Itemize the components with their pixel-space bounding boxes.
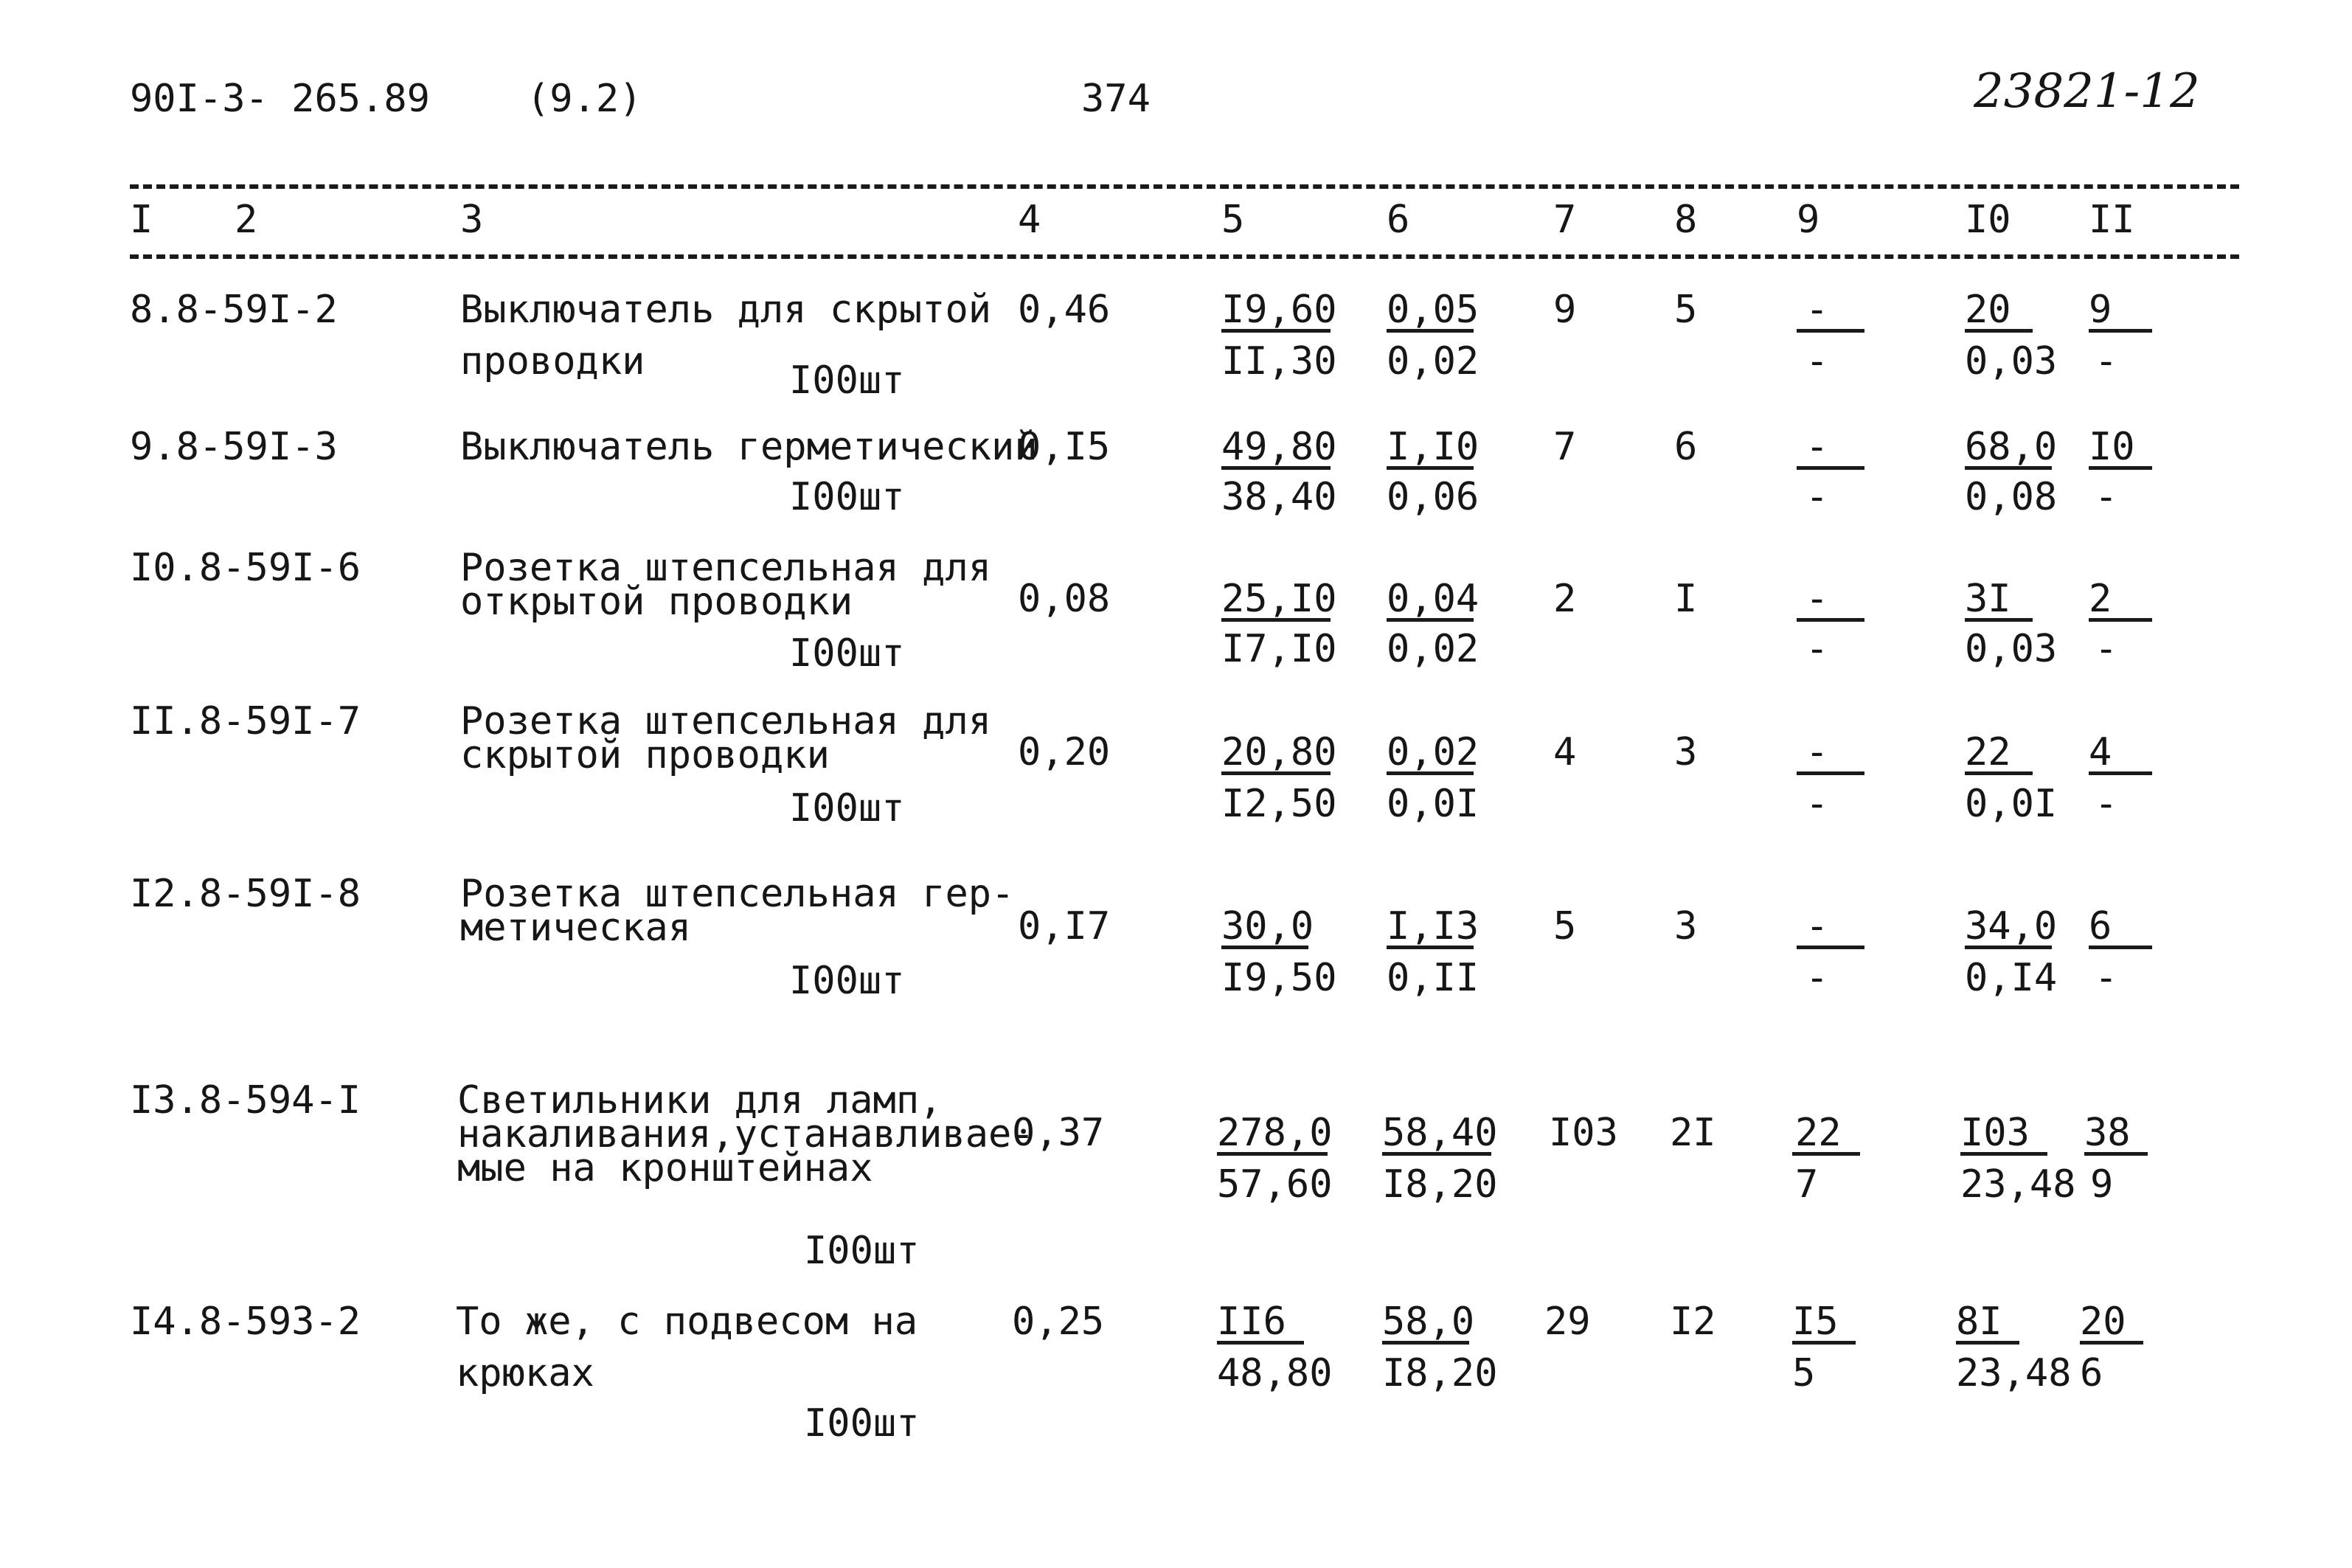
- underline: [1797, 329, 1864, 333]
- underline: [1382, 1341, 1469, 1345]
- col5-top: 25,I0: [1221, 577, 1337, 621]
- underline: [1797, 618, 1864, 622]
- item-name-line: Светильники для ламп,: [457, 1078, 943, 1123]
- col9-bottom: -: [1805, 475, 1829, 519]
- item-name-line: накаливания,устанавливае-: [457, 1112, 1035, 1156]
- item-name-line: крюках: [456, 1351, 594, 1395]
- underline: [2080, 1341, 2143, 1345]
- col11-top: 9: [2089, 288, 2112, 332]
- col5-bottom: I2,50: [1221, 782, 1337, 826]
- underline: [1960, 1152, 2047, 1156]
- col11-bottom: 6: [2080, 1351, 2103, 1395]
- col5-bottom: I9,50: [1221, 956, 1337, 1000]
- col9-bottom: -: [1805, 956, 1829, 1000]
- col10-bottom: 0,08: [1965, 475, 2058, 519]
- handwritten-number: 23821-12: [1974, 64, 2200, 119]
- col11-bottom: -: [2095, 956, 2118, 1000]
- column-header: 8: [1674, 198, 1698, 242]
- col7-value: 5: [1553, 904, 1577, 948]
- underline: [2089, 946, 2152, 949]
- page-number: 374: [1081, 77, 1151, 121]
- underline: [2089, 771, 2152, 775]
- col6-bottom: 0,06: [1387, 475, 1479, 519]
- underline: [1387, 771, 1474, 775]
- underline: [1217, 1152, 1328, 1156]
- item-name-line: открытой проводки: [460, 580, 853, 624]
- col8-value: 2I: [1670, 1111, 1716, 1155]
- col9-top: -: [1805, 904, 1829, 948]
- unit-label: I00шт: [804, 1401, 920, 1446]
- col4-value: 0,I5: [1018, 425, 1111, 469]
- col10-bottom: 23,48: [1960, 1162, 2076, 1207]
- col10-bottom: 0,03: [1965, 339, 2058, 384]
- col11-bottom: -: [2095, 475, 2118, 519]
- col6-bottom: I8,20: [1382, 1162, 1498, 1207]
- col7-value: 9: [1553, 288, 1577, 332]
- underline: [2089, 329, 2152, 333]
- item-name-line: Выключатель для скрытой: [460, 288, 992, 332]
- col6-top: 0,02: [1387, 730, 1479, 774]
- item-code: 8.8-59I-2: [130, 288, 338, 332]
- col10-top: 68,0: [1965, 425, 2058, 469]
- col11-top: 20: [2080, 1300, 2126, 1344]
- col9-bottom: -: [1805, 782, 1829, 826]
- col5-top: 30,0: [1221, 904, 1314, 948]
- item-code: I4.8-593-2: [130, 1300, 361, 1344]
- unit-label: I00шт: [789, 631, 905, 676]
- col5-bottom: I7,I0: [1221, 627, 1337, 671]
- col8-value: 3: [1674, 904, 1698, 948]
- col6-top: 58,40: [1382, 1111, 1498, 1155]
- col11-bottom: -: [2095, 627, 2118, 671]
- unit-label: I00шт: [804, 1229, 920, 1273]
- section-number: (9.2): [527, 77, 642, 121]
- col10-bottom: 0,I4: [1965, 956, 2058, 1000]
- underline: [1221, 329, 1331, 333]
- col4-value: 0,08: [1018, 577, 1111, 621]
- col9-bottom: -: [1805, 627, 1829, 671]
- col6-top: I,I3: [1387, 904, 1479, 948]
- column-header: I: [130, 198, 153, 242]
- item-name-line: Выключатель герметический: [460, 425, 1038, 469]
- col10-top: I03: [1960, 1111, 2030, 1155]
- col7-value: 7: [1553, 425, 1577, 469]
- underline: [1221, 618, 1331, 622]
- underline: [1797, 771, 1864, 775]
- underline: [1221, 946, 1308, 949]
- underline: [1792, 1152, 1860, 1156]
- col5-bottom: 57,60: [1217, 1162, 1333, 1207]
- col5-top: II6: [1217, 1300, 1286, 1344]
- unit-label: I00шт: [789, 959, 905, 1003]
- col8-value: I: [1674, 577, 1698, 621]
- item-name-line: Розетка штепсельная для: [460, 546, 992, 590]
- col4-value: 0,I7: [1018, 904, 1111, 948]
- col6-top: 58,0: [1382, 1300, 1475, 1344]
- col5-top: I9,60: [1221, 288, 1337, 332]
- col8-value: 3: [1674, 730, 1698, 774]
- item-code: 9.8-59I-3: [130, 425, 338, 469]
- col10-top: 20: [1965, 288, 2011, 332]
- col9-top: -: [1805, 425, 1829, 469]
- col11-top: 2: [2089, 577, 2112, 621]
- col4-value: 0,20: [1018, 730, 1111, 774]
- unit-label: I00шт: [789, 475, 905, 519]
- col10-bottom: 0,03: [1965, 627, 2058, 671]
- underline: [1965, 329, 2033, 333]
- col11-bottom: -: [2095, 339, 2118, 384]
- col7-value: I03: [1549, 1111, 1618, 1155]
- col8-value: 5: [1674, 288, 1698, 332]
- col5-top: 20,80: [1221, 730, 1337, 774]
- col10-top: 3I: [1965, 577, 2011, 621]
- col9-bottom: 7: [1795, 1162, 1819, 1207]
- column-header: 7: [1553, 198, 1577, 242]
- item-name-line: проводки: [460, 339, 645, 384]
- col7-value: 2: [1553, 577, 1577, 621]
- column-header: II: [2089, 198, 2135, 242]
- column-header: I0: [1965, 198, 2011, 242]
- col4-value: 0,46: [1018, 288, 1111, 332]
- col8-value: I2: [1670, 1300, 1716, 1344]
- underline: [1387, 466, 1474, 470]
- header-top-rule: [130, 184, 2239, 189]
- col9-top: -: [1805, 288, 1829, 332]
- col9-bottom: -: [1805, 339, 1829, 384]
- item-name-line: скрытой проводки: [460, 733, 830, 777]
- underline: [1965, 771, 2033, 775]
- col6-bottom: 0,02: [1387, 339, 1479, 384]
- col6-bottom: 0,0I: [1387, 782, 1479, 826]
- col9-top: -: [1805, 577, 1829, 621]
- col4-value: 0,37: [1012, 1111, 1105, 1155]
- col9-top: 22: [1795, 1111, 1842, 1155]
- underline: [1221, 771, 1331, 775]
- item-name-line: метическая: [460, 906, 692, 950]
- underline: [1965, 618, 2033, 622]
- underline: [1217, 1341, 1304, 1345]
- col11-bottom: 9: [2090, 1162, 2114, 1207]
- col11-top: I0: [2089, 425, 2135, 469]
- col6-top: I,I0: [1387, 425, 1479, 469]
- underline: [2089, 466, 2152, 470]
- col9-top: I5: [1792, 1300, 1839, 1344]
- col11-bottom: -: [2095, 782, 2118, 826]
- col11-top: 38: [2084, 1111, 2131, 1155]
- col5-bottom: II,30: [1221, 339, 1337, 384]
- underline: [1797, 946, 1864, 949]
- underline: [1956, 1341, 2019, 1345]
- underline: [2089, 618, 2152, 622]
- col10-bottom: 0,0I: [1965, 782, 2058, 826]
- item-code: II.8-59I-7: [130, 699, 361, 743]
- col5-top: 49,80: [1221, 425, 1337, 469]
- col10-top: 22: [1965, 730, 2011, 774]
- col9-bottom: 5: [1792, 1351, 1816, 1395]
- col7-value: 29: [1544, 1300, 1591, 1344]
- underline: [2084, 1152, 2148, 1156]
- column-header: 3: [460, 198, 484, 242]
- item-name-line: Розетка штепсельная для: [460, 699, 992, 743]
- underline: [1221, 466, 1331, 470]
- column-header: 2: [235, 198, 258, 242]
- underline: [1382, 1152, 1491, 1156]
- col10-bottom: 23,48: [1956, 1351, 2072, 1395]
- col5-bottom: 38,40: [1221, 475, 1337, 519]
- underline: [1387, 618, 1474, 622]
- col5-top: 278,0: [1217, 1111, 1333, 1155]
- underline: [1965, 946, 2052, 949]
- column-header: 6: [1387, 198, 1410, 242]
- underline: [1797, 466, 1864, 470]
- col4-value: 0,25: [1012, 1300, 1105, 1344]
- document-code: 90I-3- 265.89: [130, 77, 430, 121]
- item-name-line: То же, с подвесом на: [456, 1300, 918, 1344]
- underline: [1965, 466, 2052, 470]
- item-name-line: Розетка штепсельная гер-: [460, 872, 1015, 916]
- col5-bottom: 48,80: [1217, 1351, 1333, 1395]
- col6-top: 0,05: [1387, 288, 1479, 332]
- underline: [1387, 946, 1474, 949]
- item-name-line: мые на кронштейнах: [457, 1146, 873, 1190]
- item-code: I2.8-59I-8: [130, 872, 361, 916]
- col6-top: 0,04: [1387, 577, 1479, 621]
- column-header: 5: [1221, 198, 1245, 242]
- col6-bottom: 0,02: [1387, 627, 1479, 671]
- item-code: I3.8-594-I: [130, 1078, 361, 1123]
- col10-top: 8I: [1956, 1300, 2002, 1344]
- unit-label: I00шт: [789, 786, 905, 830]
- col6-bottom: 0,II: [1387, 956, 1479, 1000]
- underline: [1387, 329, 1474, 333]
- column-header: 9: [1797, 198, 1820, 242]
- col11-top: 6: [2089, 904, 2112, 948]
- col6-bottom: I8,20: [1382, 1351, 1498, 1395]
- col9-top: -: [1805, 730, 1829, 774]
- unit-label: I00шт: [789, 358, 905, 403]
- col11-top: 4: [2089, 730, 2112, 774]
- col7-value: 4: [1553, 730, 1577, 774]
- header-bottom-rule: [130, 254, 2239, 259]
- column-header: 4: [1018, 198, 1041, 242]
- underline: [1792, 1341, 1856, 1345]
- col8-value: 6: [1674, 425, 1698, 469]
- item-code: I0.8-59I-6: [130, 546, 361, 590]
- col10-top: 34,0: [1965, 904, 2058, 948]
